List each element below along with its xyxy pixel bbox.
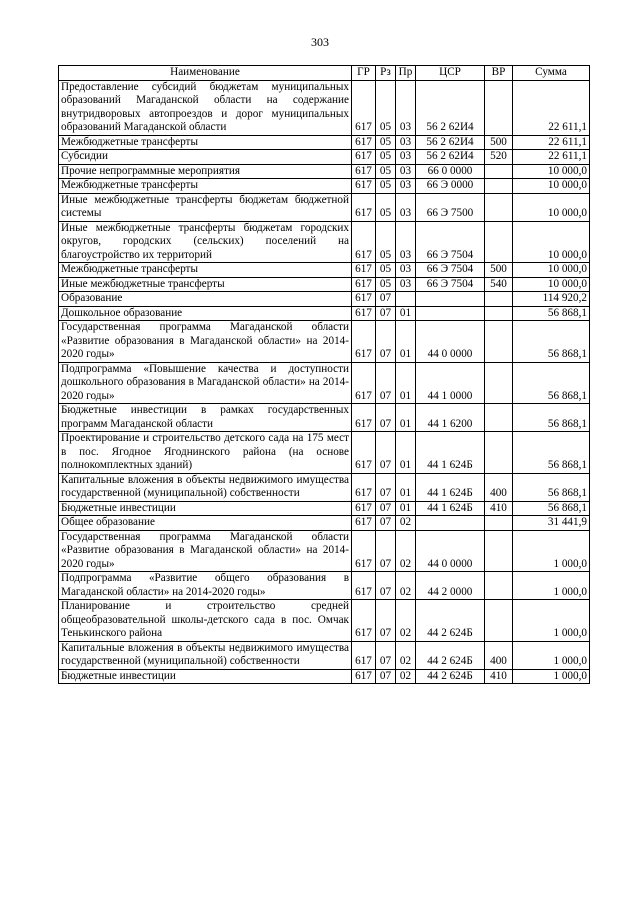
row-gr-cell: 617 bbox=[352, 516, 376, 531]
row-rz-cell: 07 bbox=[376, 516, 396, 531]
table-header bbox=[59, 66, 590, 81]
row-sum-cell: 56 868,1 bbox=[513, 306, 590, 321]
row-gr-cell: 617 bbox=[352, 669, 376, 684]
row-name-cell: Межбюджетные трансферты bbox=[59, 179, 352, 194]
table-row bbox=[59, 179, 590, 194]
row-sum-cell: 10 000,0 bbox=[513, 179, 590, 194]
row-pr-cell: 03 bbox=[396, 179, 416, 194]
table-row bbox=[59, 641, 590, 669]
row-sum-cell: 56 868,1 bbox=[513, 404, 590, 432]
row-csr-cell: 44 0 0000 bbox=[416, 530, 485, 572]
row-vr-cell: 410 bbox=[485, 501, 513, 516]
row-name-cell: Подпрограмма «Развитие общего образования в Магаданской области» на 2014-2020 годы» bbox=[59, 572, 352, 600]
row-pr-cell: 01 bbox=[396, 321, 416, 363]
header-vr: ВР bbox=[485, 66, 513, 81]
row-name-cell: Иные межбюджетные трансферты бюджетам бюджетной системы bbox=[59, 193, 352, 221]
row-gr-cell: 617 bbox=[352, 641, 376, 669]
row-pr-cell: 02 bbox=[396, 516, 416, 531]
row-vr-cell bbox=[485, 516, 513, 531]
row-csr-cell bbox=[416, 292, 485, 307]
row-csr-cell: 66 0 0000 bbox=[416, 164, 485, 179]
row-gr-cell: 617 bbox=[352, 306, 376, 321]
table-row bbox=[59, 516, 590, 531]
row-vr-cell: 500 bbox=[485, 263, 513, 278]
row-sum-cell: 10 000,0 bbox=[513, 193, 590, 221]
row-vr-cell bbox=[485, 221, 513, 263]
table-row bbox=[59, 292, 590, 307]
row-pr-cell: 02 bbox=[396, 600, 416, 642]
row-name-cell: Иные межбюджетные трансферты bbox=[59, 277, 352, 292]
row-name-cell: Образование bbox=[59, 292, 352, 307]
row-pr-cell: 03 bbox=[396, 150, 416, 165]
row-gr-cell: 617 bbox=[352, 530, 376, 572]
budget-table bbox=[58, 65, 590, 684]
table-row bbox=[59, 306, 590, 321]
row-csr-cell: 44 2 624Б bbox=[416, 669, 485, 684]
row-csr-cell: 66 Э 7504 bbox=[416, 277, 485, 292]
row-gr-cell: 617 bbox=[352, 164, 376, 179]
row-gr-cell: 617 bbox=[352, 292, 376, 307]
row-gr-cell: 617 bbox=[352, 362, 376, 404]
row-sum-cell: 10 000,0 bbox=[513, 164, 590, 179]
row-sum-cell: 56 868,1 bbox=[513, 321, 590, 363]
row-name-cell: Дошкольное образование bbox=[59, 306, 352, 321]
table-row bbox=[59, 600, 590, 642]
row-sum-cell: 1 000,0 bbox=[513, 530, 590, 572]
row-rz-cell: 07 bbox=[376, 669, 396, 684]
row-csr-cell: 66 Э 7500 bbox=[416, 193, 485, 221]
row-vr-cell bbox=[485, 600, 513, 642]
row-csr-cell: 44 0 0000 bbox=[416, 321, 485, 363]
table-row bbox=[59, 263, 590, 278]
row-csr-cell: 66 Э 7504 bbox=[416, 263, 485, 278]
row-vr-cell bbox=[485, 404, 513, 432]
row-gr-cell: 617 bbox=[352, 600, 376, 642]
row-pr-cell: 01 bbox=[396, 432, 416, 474]
table-row bbox=[59, 193, 590, 221]
row-name-cell: Иные межбюджетные трансферты бюджетам городских округов, городских (сельских) поселений на благоустройство их территорий bbox=[59, 221, 352, 263]
row-pr-cell: 01 bbox=[396, 306, 416, 321]
row-vr-cell bbox=[485, 362, 513, 404]
table-row bbox=[59, 80, 590, 135]
row-name-cell: Общее образование bbox=[59, 516, 352, 531]
row-gr-cell: 617 bbox=[352, 321, 376, 363]
row-rz-cell: 07 bbox=[376, 530, 396, 572]
row-gr-cell: 617 bbox=[352, 80, 376, 135]
row-vr-cell: 410 bbox=[485, 669, 513, 684]
row-rz-cell: 05 bbox=[376, 164, 396, 179]
row-gr-cell: 617 bbox=[352, 572, 376, 600]
row-vr-cell bbox=[485, 193, 513, 221]
row-rz-cell: 07 bbox=[376, 404, 396, 432]
row-csr-cell: 44 2 0000 bbox=[416, 572, 485, 600]
table-row bbox=[59, 135, 590, 150]
row-pr-cell: 01 bbox=[396, 473, 416, 501]
row-pr-cell: 03 bbox=[396, 164, 416, 179]
row-sum-cell: 10 000,0 bbox=[513, 263, 590, 278]
row-gr-cell: 617 bbox=[352, 404, 376, 432]
row-csr-cell: 44 1 624Б bbox=[416, 473, 485, 501]
row-vr-cell bbox=[485, 432, 513, 474]
row-pr-cell: 03 bbox=[396, 193, 416, 221]
row-csr-cell: 66 Э 0000 bbox=[416, 179, 485, 194]
row-pr-cell bbox=[396, 292, 416, 307]
header-row bbox=[59, 66, 590, 81]
header-name: Наименование bbox=[59, 66, 352, 81]
row-sum-cell: 1 000,0 bbox=[513, 600, 590, 642]
row-vr-cell bbox=[485, 80, 513, 135]
row-vr-cell bbox=[485, 179, 513, 194]
row-csr-cell: 44 1 6200 bbox=[416, 404, 485, 432]
table-row bbox=[59, 321, 590, 363]
row-csr-cell: 56 2 62И4 bbox=[416, 80, 485, 135]
row-rz-cell: 07 bbox=[376, 473, 396, 501]
row-sum-cell: 56 868,1 bbox=[513, 432, 590, 474]
row-sum-cell: 22 611,1 bbox=[513, 150, 590, 165]
row-vr-cell bbox=[485, 572, 513, 600]
row-name-cell: Государственная программа Магаданской области «Развитие образования в Магаданской области» на 2014-2020 годы» bbox=[59, 530, 352, 572]
row-vr-cell bbox=[485, 164, 513, 179]
row-sum-cell: 10 000,0 bbox=[513, 277, 590, 292]
row-gr-cell: 617 bbox=[352, 221, 376, 263]
table-row bbox=[59, 473, 590, 501]
row-csr-cell: 44 2 624Б bbox=[416, 641, 485, 669]
row-vr-cell: 500 bbox=[485, 135, 513, 150]
row-rz-cell: 07 bbox=[376, 572, 396, 600]
row-rz-cell: 05 bbox=[376, 135, 396, 150]
row-sum-cell: 1 000,0 bbox=[513, 669, 590, 684]
row-rz-cell: 05 bbox=[376, 193, 396, 221]
table-row bbox=[59, 432, 590, 474]
row-name-cell: Государственная программа Магаданской области «Развитие образования в Магаданской области» на 2014-2020 годы» bbox=[59, 321, 352, 363]
row-vr-cell: 520 bbox=[485, 150, 513, 165]
row-pr-cell: 01 bbox=[396, 501, 416, 516]
row-name-cell: Подпрограмма «Повышение качества и доступности дошкольного образования в Магаданской области» на 2014-2020 годы» bbox=[59, 362, 352, 404]
table-row bbox=[59, 362, 590, 404]
row-vr-cell bbox=[485, 292, 513, 307]
row-name-cell: Бюджетные инвестиции bbox=[59, 501, 352, 516]
row-pr-cell: 03 bbox=[396, 221, 416, 263]
row-vr-cell bbox=[485, 530, 513, 572]
row-sum-cell: 56 868,1 bbox=[513, 501, 590, 516]
row-rz-cell: 07 bbox=[376, 600, 396, 642]
row-name-cell: Прочие непрограммные мероприятия bbox=[59, 164, 352, 179]
row-gr-cell: 617 bbox=[352, 277, 376, 292]
row-pr-cell: 02 bbox=[396, 530, 416, 572]
row-sum-cell: 1 000,0 bbox=[513, 641, 590, 669]
row-rz-cell: 05 bbox=[376, 263, 396, 278]
row-name-cell: Межбюджетные трансферты bbox=[59, 135, 352, 150]
row-name-cell: Субсидии bbox=[59, 150, 352, 165]
row-vr-cell: 400 bbox=[485, 473, 513, 501]
row-gr-cell: 617 bbox=[352, 501, 376, 516]
table-row bbox=[59, 150, 590, 165]
row-sum-cell: 1 000,0 bbox=[513, 572, 590, 600]
row-csr-cell: 66 Э 7504 bbox=[416, 221, 485, 263]
row-rz-cell: 05 bbox=[376, 277, 396, 292]
table-row bbox=[59, 669, 590, 684]
row-name-cell: Капитальные вложения в объекты недвижимого имущества государственной (муниципальной) собственности bbox=[59, 641, 352, 669]
row-gr-cell: 617 bbox=[352, 263, 376, 278]
header-rz: Рз bbox=[376, 66, 396, 81]
row-rz-cell: 05 bbox=[376, 150, 396, 165]
row-sum-cell: 10 000,0 bbox=[513, 221, 590, 263]
row-csr-cell bbox=[416, 306, 485, 321]
row-sum-cell: 31 441,9 bbox=[513, 516, 590, 531]
row-sum-cell: 56 868,1 bbox=[513, 473, 590, 501]
row-name-cell: Предоставление субсидий бюджетам муниципальных образований Магаданской области на содержание внутридворовых автопроездов и дорог муниципальных образований Магаданской области bbox=[59, 80, 352, 135]
row-rz-cell: 07 bbox=[376, 432, 396, 474]
row-pr-cell: 02 bbox=[396, 572, 416, 600]
table-row bbox=[59, 530, 590, 572]
row-rz-cell: 05 bbox=[376, 179, 396, 194]
row-csr-cell: 44 2 624Б bbox=[416, 600, 485, 642]
row-pr-cell: 02 bbox=[396, 669, 416, 684]
row-name-cell: Планирование и строительство средней общеобразовательной школы-детского сада в пос. Омчак Тенькинского района bbox=[59, 600, 352, 642]
row-gr-cell: 617 bbox=[352, 179, 376, 194]
row-csr-cell: 44 1 624Б bbox=[416, 432, 485, 474]
row-rz-cell: 07 bbox=[376, 641, 396, 669]
row-sum-cell: 56 868,1 bbox=[513, 362, 590, 404]
row-name-cell: Капитальные вложения в объекты недвижимого имущества государственной (муниципальной) собственности bbox=[59, 473, 352, 501]
row-pr-cell: 03 bbox=[396, 135, 416, 150]
row-name-cell: Проектирование и строительство детского сада на 175 мест в пос. Ягодное Ягоднинского района (на основе полнокомплектных зданий) bbox=[59, 432, 352, 474]
row-csr-cell: 56 2 62И4 bbox=[416, 135, 485, 150]
row-gr-cell: 617 bbox=[352, 135, 376, 150]
row-csr-cell bbox=[416, 516, 485, 531]
header-sum: Сумма bbox=[513, 66, 590, 81]
row-gr-cell: 617 bbox=[352, 193, 376, 221]
row-sum-cell: 22 611,1 bbox=[513, 135, 590, 150]
table-row bbox=[59, 501, 590, 516]
row-csr-cell: 44 1 0000 bbox=[416, 362, 485, 404]
row-vr-cell bbox=[485, 306, 513, 321]
row-pr-cell: 03 bbox=[396, 277, 416, 292]
row-pr-cell: 02 bbox=[396, 641, 416, 669]
row-pr-cell: 01 bbox=[396, 404, 416, 432]
row-gr-cell: 617 bbox=[352, 473, 376, 501]
row-rz-cell: 07 bbox=[376, 306, 396, 321]
row-pr-cell: 03 bbox=[396, 263, 416, 278]
row-rz-cell: 05 bbox=[376, 80, 396, 135]
row-rz-cell: 07 bbox=[376, 321, 396, 363]
table-row bbox=[59, 277, 590, 292]
header-pr: Пр bbox=[396, 66, 416, 81]
row-rz-cell: 07 bbox=[376, 362, 396, 404]
table-body bbox=[59, 80, 590, 684]
row-name-cell: Межбюджетные трансферты bbox=[59, 263, 352, 278]
table-row bbox=[59, 404, 590, 432]
row-sum-cell: 114 920,2 bbox=[513, 292, 590, 307]
table-row bbox=[59, 572, 590, 600]
row-pr-cell: 01 bbox=[396, 362, 416, 404]
row-rz-cell: 07 bbox=[376, 501, 396, 516]
row-csr-cell: 44 1 624Б bbox=[416, 501, 485, 516]
header-gr: ГР bbox=[352, 66, 376, 81]
row-rz-cell: 07 bbox=[376, 292, 396, 307]
row-vr-cell: 540 bbox=[485, 277, 513, 292]
row-pr-cell: 03 bbox=[396, 80, 416, 135]
table-row bbox=[59, 164, 590, 179]
row-name-cell: Бюджетные инвестиции в рамках государственных программ Магаданской области bbox=[59, 404, 352, 432]
row-vr-cell: 400 bbox=[485, 641, 513, 669]
header-csr: ЦСР bbox=[416, 66, 485, 81]
row-rz-cell: 05 bbox=[376, 221, 396, 263]
row-gr-cell: 617 bbox=[352, 150, 376, 165]
page-number: 303 bbox=[311, 35, 329, 49]
table-row bbox=[59, 221, 590, 263]
row-name-cell: Бюджетные инвестиции bbox=[59, 669, 352, 684]
row-gr-cell: 617 bbox=[352, 432, 376, 474]
row-csr-cell: 56 2 62И4 bbox=[416, 150, 485, 165]
row-vr-cell bbox=[485, 321, 513, 363]
row-sum-cell: 22 611,1 bbox=[513, 80, 590, 135]
